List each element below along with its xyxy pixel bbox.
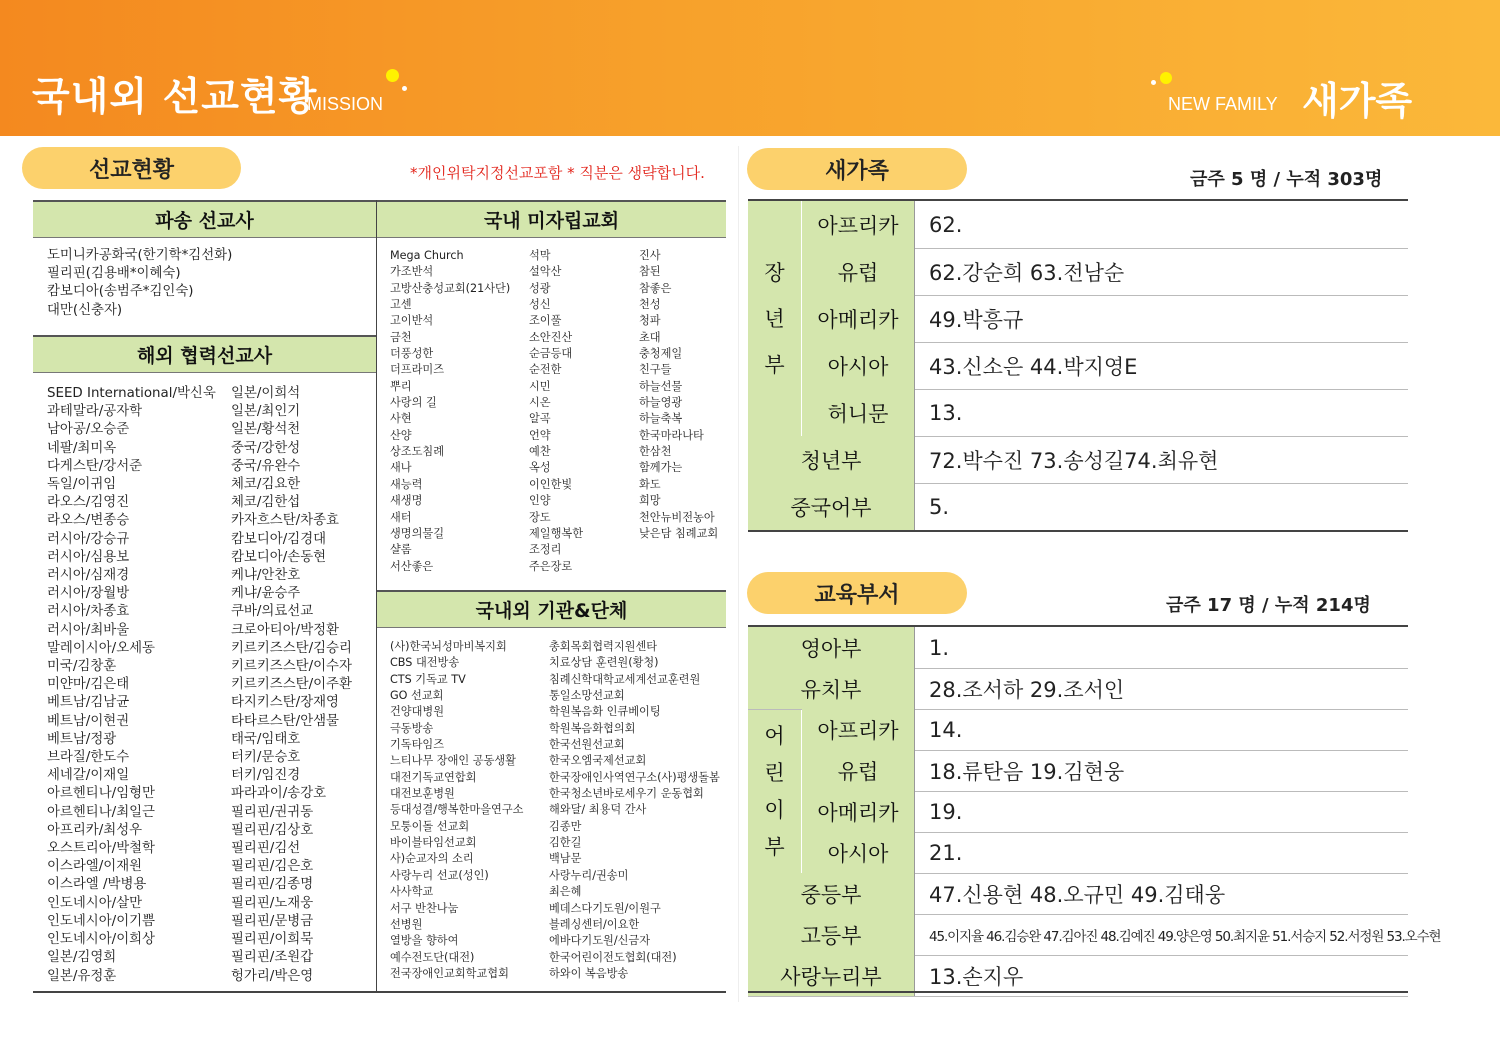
- list-item: 대전기독교연합회: [390, 770, 477, 784]
- row-label: 아프리카: [802, 709, 914, 750]
- list-item: 뿌리: [390, 379, 412, 393]
- list-item: 러시아/강승규: [47, 531, 130, 547]
- list-item: 사랑누리/권송미: [549, 868, 629, 882]
- list-item: 충청제일: [639, 347, 683, 361]
- row-label: 영아부: [748, 627, 914, 668]
- page-header: [0, 0, 1500, 136]
- new-family-subtitle: NEW FAMILY: [1168, 94, 1278, 114]
- list-item: 필리핀/이희묵: [231, 932, 314, 948]
- list-item: SEED International/박신욱: [47, 386, 216, 401]
- list-item: 과테말라/공자학: [47, 404, 143, 420]
- cell-divider: [914, 709, 915, 750]
- list-item: 등대성결/행복한마을연구소: [390, 803, 524, 817]
- list-item: 열방을 향하여: [390, 934, 459, 948]
- list-item: 하와이 복음방송: [549, 966, 629, 980]
- row-separator: [748, 996, 1408, 997]
- list-item: GO 선교회: [390, 689, 444, 703]
- list-item: 오스트리아/박철학: [47, 841, 155, 857]
- row-value: 28.조서하 29.조서인: [929, 677, 1125, 702]
- list-item: 필리핀/김종명: [231, 877, 314, 893]
- list-item: 타타르스탄/안샘물: [231, 713, 339, 729]
- list-item: 한국오엠국제선교회: [549, 754, 647, 768]
- new-family-bottom-line: [748, 530, 1408, 532]
- cell-divider: [914, 791, 915, 832]
- list-item: 일본/최인기: [231, 404, 301, 420]
- list-item: 한삼천: [639, 445, 672, 459]
- row-label: 허니문: [802, 389, 914, 436]
- new-family-stats: 금주 5 명 / 누적 303명: [1190, 169, 1383, 190]
- education-stats: 금주 17 명 / 누적 214명: [1166, 595, 1371, 616]
- list-item: 사랑의 길: [390, 396, 437, 410]
- list-item: 학원복음화 인큐베이팅: [549, 705, 661, 719]
- list-item: 러시아/장월방: [47, 586, 130, 602]
- list-item: 다게스탄/강서준: [47, 458, 143, 474]
- list-item: 러시아/심용보: [47, 549, 130, 565]
- overseas-header: 해외 협력선교사: [33, 335, 376, 373]
- cell-divider: [914, 627, 915, 668]
- list-item: 카자흐스탄/차종효: [231, 513, 339, 529]
- list-item: 필리핀/조원갑: [231, 950, 314, 966]
- list-item: 한국선원선교회: [549, 738, 625, 752]
- cell-divider: [914, 436, 915, 483]
- list-item: 옥성: [529, 461, 551, 475]
- list-item: 러시아/차종효: [47, 604, 130, 620]
- list-item: 터키/임진경: [231, 768, 301, 784]
- list-item: CTS 기독교 TV: [390, 672, 466, 686]
- row-label: 유럽: [802, 248, 914, 295]
- dispatch-list: [47, 247, 232, 320]
- list-item: 김종만: [549, 819, 582, 833]
- cell-divider: [914, 832, 915, 873]
- row-value: 21.: [929, 840, 963, 865]
- list-item: 침례신학대학교세계선교훈련원: [549, 672, 701, 686]
- row-value: 14.: [929, 717, 963, 742]
- list-item: 세네갈/이재일: [47, 768, 130, 784]
- row-label: 중등부: [748, 873, 914, 914]
- row-value: 62.: [929, 212, 963, 237]
- list-item: 인도네시아/살만: [47, 895, 143, 911]
- list-item: 알곡: [529, 412, 551, 426]
- list-item: 순전한: [529, 363, 562, 377]
- cell-divider: [914, 914, 915, 955]
- list-item: 장도: [529, 510, 551, 524]
- education-pill: 교육부서: [747, 572, 967, 614]
- list-item: 한국청소년바로세우기 운동협회: [549, 787, 704, 801]
- list-item: 남아공/오승준: [47, 422, 130, 438]
- list-item: CBS 대전방송: [390, 656, 460, 670]
- list-item: 성광: [529, 281, 551, 295]
- list-item: 하늘영광: [639, 396, 683, 410]
- list-item: 필리핀/김상호: [231, 822, 314, 838]
- white-dot-icon: [1151, 80, 1156, 85]
- cell-divider: [914, 483, 915, 530]
- yellow-dot-icon: [386, 69, 399, 82]
- list-item: 터키/문승호: [231, 750, 301, 766]
- list-item: 쿠바/의료선교: [231, 604, 314, 620]
- row-label: 아시아: [802, 342, 914, 389]
- list-item: 미얀마/김은태: [47, 677, 130, 693]
- white-dot-icon: [402, 86, 407, 91]
- list-item: 전국장애인교회학교협회: [390, 966, 509, 980]
- list-item: 최은혜: [549, 885, 582, 899]
- list-item: 베트남/정광: [47, 731, 117, 747]
- cell-divider: [914, 750, 915, 791]
- row-label: 아프리카: [802, 201, 914, 248]
- list-item: 러시아/최바울: [47, 622, 130, 638]
- list-item: 천안뉴비전농아: [639, 510, 715, 524]
- list-item: 한국어린이전도협회(대전): [549, 950, 677, 964]
- list-item: 독일/이귀임: [47, 477, 117, 493]
- row-value: 1.: [929, 635, 950, 660]
- list-item: 설악산: [529, 265, 562, 279]
- cell-divider: [914, 248, 915, 295]
- list-item: 기독타임즈: [390, 738, 445, 752]
- cell-divider: [914, 873, 915, 914]
- overseas-list-col1: [47, 385, 216, 986]
- new-family-pill: 새가족: [747, 148, 967, 190]
- list-item: 하늘축복: [639, 412, 683, 426]
- list-item: 극동방송: [390, 721, 434, 735]
- dispatch-header: 파송 선교사: [33, 200, 376, 238]
- row-value: 72.박수진 73.송성길74.최유현: [929, 448, 1219, 473]
- org-header: 국내외 기관&단체: [377, 590, 726, 628]
- list-item: 이스라엘 /박병용: [47, 877, 147, 893]
- list-item: 캄보디아/김경대: [231, 531, 327, 547]
- list-item: 언약: [529, 428, 551, 442]
- list-item: 체코/김요한: [231, 477, 301, 493]
- mission-subtitle: MISSION: [307, 94, 384, 114]
- list-item: 인양: [529, 494, 551, 508]
- list-item: 샬롬: [390, 543, 412, 557]
- yellow-dot-icon: [1160, 72, 1172, 84]
- list-item: 캄보디아(송범주*김인숙): [47, 284, 194, 300]
- list-item: 필리핀(김용배*이혜숙): [47, 266, 181, 282]
- list-item: 김한길: [549, 836, 582, 850]
- list-item: 블레싱센터/이요한: [549, 917, 640, 931]
- list-item: 필리핀/김은호: [231, 859, 314, 875]
- list-item: 고이반석: [390, 314, 434, 328]
- domestic-list-col1: [390, 248, 510, 575]
- list-item: 고방산충성교회(21사단): [390, 281, 511, 295]
- list-item: 중국/유완수: [231, 458, 301, 474]
- list-item: 대만(신충자): [47, 302, 123, 318]
- list-item: 일본/김영희: [47, 950, 117, 966]
- list-item: 케냐/윤승주: [231, 586, 301, 602]
- row-value: 45.이지율 46.김승완 47.김아진 48.김예진 49.양은영 50.최지윤 51.서승지 52.서정원 53.오수현: [929, 928, 1441, 945]
- row-value: 13.: [929, 400, 963, 425]
- list-item: 대전보훈병원: [390, 787, 455, 801]
- list-item: 체코/김한섭: [231, 495, 301, 511]
- list-item: 낮은담 침례교회: [639, 526, 719, 540]
- new-family-title: 새가족: [1302, 79, 1413, 123]
- list-item: 해와달/ 최용덕 간사: [549, 803, 647, 817]
- list-item: 키르키즈스탄/이주환: [231, 677, 352, 693]
- list-item: 금천: [390, 330, 412, 344]
- list-item: 천성: [639, 298, 661, 312]
- list-item: 라오스/변종승: [47, 513, 130, 529]
- list-item: 사랑누리 선교(성인): [390, 868, 489, 882]
- list-item: 생명의물길: [390, 526, 445, 540]
- row-label: 청년부: [748, 436, 914, 483]
- cell-divider: [914, 342, 915, 389]
- list-item: 백남문: [549, 852, 582, 866]
- row-label: 유럽: [802, 750, 914, 791]
- list-item: 새나: [390, 461, 412, 475]
- row-value: 5.: [929, 494, 950, 519]
- list-item: 상조도침례: [390, 445, 445, 459]
- domestic-list-col2: [529, 248, 583, 575]
- cell-divider: [914, 295, 915, 342]
- list-item: 시민: [529, 379, 551, 393]
- list-item: 성신: [529, 298, 551, 312]
- list-item: 아프리카/최성우: [47, 822, 143, 838]
- list-item: 사현: [390, 412, 412, 426]
- list-item: 필리핀/노재웅: [231, 895, 314, 911]
- list-item: 참된: [639, 265, 661, 279]
- list-item: 가조반석: [390, 265, 434, 279]
- list-item: 키르키즈스탄/이수자: [231, 659, 352, 675]
- list-item: 고센: [390, 298, 412, 312]
- list-item: 희망: [639, 494, 661, 508]
- list-item: 타지키스탄/장재영: [231, 695, 339, 711]
- list-item: 더프라미즈: [390, 363, 445, 377]
- row-value: 18.류탄음 19.김현웅: [929, 759, 1125, 784]
- row-label: 사랑누리부: [748, 955, 914, 996]
- mission-status-pill: 선교현황: [22, 147, 241, 189]
- list-item: 순금등대: [529, 347, 573, 361]
- row-value: 49.박흥규: [929, 307, 1024, 332]
- list-item: 시온: [529, 396, 551, 410]
- list-item: 일본/유정훈: [47, 968, 117, 984]
- list-item: 아르헨티나/최일근: [47, 804, 155, 820]
- list-item: 석막: [529, 249, 551, 262]
- list-item: 바이블타임선교회: [390, 836, 477, 850]
- list-item: 더풍성한: [390, 347, 434, 361]
- list-item: 캄보디아/손동현: [231, 549, 327, 565]
- list-item: 새생명: [390, 494, 423, 508]
- list-item: 조이풀: [529, 314, 562, 328]
- list-item: 주은장로: [529, 559, 573, 573]
- list-item: 모퉁이돌 선교회: [390, 819, 470, 833]
- cell-divider: [914, 955, 915, 996]
- list-item: 한국마라나타: [639, 428, 704, 442]
- list-item: 일본/황석천: [231, 422, 301, 438]
- list-item: 인도네시아/이희상: [47, 932, 155, 948]
- list-item: 청파: [639, 314, 661, 328]
- list-item: 새능력: [390, 477, 423, 491]
- org-list-col2: [549, 639, 720, 982]
- list-item: 함께가는: [639, 461, 683, 475]
- list-item: 통일소망선교회: [549, 689, 625, 703]
- row-label: 아메리카: [802, 791, 914, 832]
- list-item: 서구 반찬나눔: [390, 901, 459, 915]
- list-item: 아르헨티나/임형만: [47, 786, 155, 802]
- list-item: 새터: [390, 510, 412, 524]
- list-item: 이스라엘/이재원: [47, 859, 143, 875]
- list-item: 필리핀/권귀동: [231, 804, 314, 820]
- list-item: 파라과이/송강호: [231, 786, 327, 802]
- list-item: 총회목회협력지원센타: [549, 640, 658, 653]
- list-item: Mega Church: [390, 249, 464, 262]
- children-group-label: 어 린 이 부: [748, 710, 801, 873]
- column-divider: [738, 146, 739, 1002]
- list-item: 러시아/심재경: [47, 568, 130, 584]
- cell-divider: [914, 668, 915, 709]
- list-item: 사)순교자의 소리: [390, 852, 474, 866]
- org-list-col1: [390, 639, 523, 982]
- list-item: 조정리: [529, 543, 562, 557]
- domestic-list-col3: [639, 248, 718, 542]
- left-table-bottom-line: [33, 991, 726, 993]
- list-item: 초대: [639, 330, 661, 344]
- education-bottom-line: [748, 991, 1408, 993]
- list-item: 예수전도단(대전): [390, 950, 475, 964]
- list-item: 참좋은: [639, 281, 672, 295]
- list-item: 네팔/최미옥: [47, 440, 117, 456]
- list-item: (사)한국뇌성마비복지회: [390, 640, 507, 653]
- row-value: 19.: [929, 799, 963, 824]
- list-item: 일본/이희석: [231, 386, 301, 401]
- list-item: 예찬: [529, 445, 551, 459]
- cell-divider: [914, 201, 915, 248]
- list-item: 라오스/김영진: [47, 495, 130, 511]
- row-label: 아시아: [802, 832, 914, 873]
- mission-title: 국내외 선교현황: [32, 75, 318, 120]
- list-item: 소안진산: [529, 330, 573, 344]
- list-item: 진사: [639, 249, 661, 262]
- cell-divider: [914, 389, 915, 436]
- row-value: 62.강순희 63.전남순: [929, 260, 1125, 285]
- list-item: 치료상담 훈련원(황청): [549, 656, 659, 670]
- row-label: 고등부: [748, 914, 914, 955]
- list-item: 브라질/한도수: [47, 750, 130, 766]
- list-item: 케냐/안찬호: [231, 568, 301, 584]
- list-item: 친구들: [639, 363, 672, 377]
- list-item: 이인한빛: [529, 477, 573, 491]
- overseas-list-col2: [231, 385, 352, 986]
- list-item: 화도: [639, 477, 661, 491]
- list-item: 제일행복한: [529, 526, 584, 540]
- row-label: 아메리카: [802, 295, 914, 342]
- row-label: 중국어부: [748, 483, 914, 530]
- list-item: 하늘선물: [639, 379, 683, 393]
- list-item: 도미니카공화국(한기학*김선화): [47, 248, 233, 263]
- list-item: 베트남/김남균: [47, 695, 130, 711]
- domestic-header: 국내 미자립교회: [377, 200, 726, 238]
- mission-note: *개인위탁지정선교포함 * 직분은 생략합니다.: [410, 164, 705, 182]
- list-item: 태국/임태호: [231, 731, 301, 747]
- list-item: 키르키즈스탄/김승리: [231, 640, 352, 656]
- list-item: 미국/김창훈: [47, 659, 117, 675]
- list-item: 학원복음화협의회: [549, 721, 636, 735]
- list-item: 선병원: [390, 917, 423, 931]
- list-item: 사사학교: [390, 885, 434, 899]
- list-item: 필리핀/문병금: [231, 913, 314, 929]
- list-item: 중국/강한성: [231, 440, 301, 456]
- youth-adult-group-label: 장 년 부: [748, 201, 801, 436]
- list-item: 필리핀/김선: [231, 841, 301, 857]
- list-item: 건양대병원: [390, 705, 445, 719]
- row-value: 13.손지우: [929, 964, 1024, 989]
- list-item: 말레이시아/오세동: [47, 640, 155, 656]
- row-value: 43.신소은 44.박지영E: [929, 354, 1138, 379]
- list-item: 인도네시아/이기쁨: [47, 913, 155, 929]
- list-item: 베데스다기도원/이원구: [549, 901, 661, 915]
- row-value: 47.신용현 48.오규민 49.김태웅: [929, 882, 1226, 907]
- list-item: 헝가리/박은영: [231, 968, 314, 984]
- list-item: 크로아티아/박정환: [231, 622, 339, 638]
- list-item: 에바다기도원/신금자: [549, 934, 651, 948]
- list-item: 베트남/이현권: [47, 713, 130, 729]
- list-item: 한국장애인사역연구소(사)평생돌봄: [549, 770, 720, 784]
- list-item: 느티나무 장애인 공동생활: [390, 754, 516, 768]
- list-item: 서산좋은: [390, 559, 434, 573]
- row-label: 유치부: [748, 668, 914, 709]
- list-item: 산양: [390, 428, 412, 442]
